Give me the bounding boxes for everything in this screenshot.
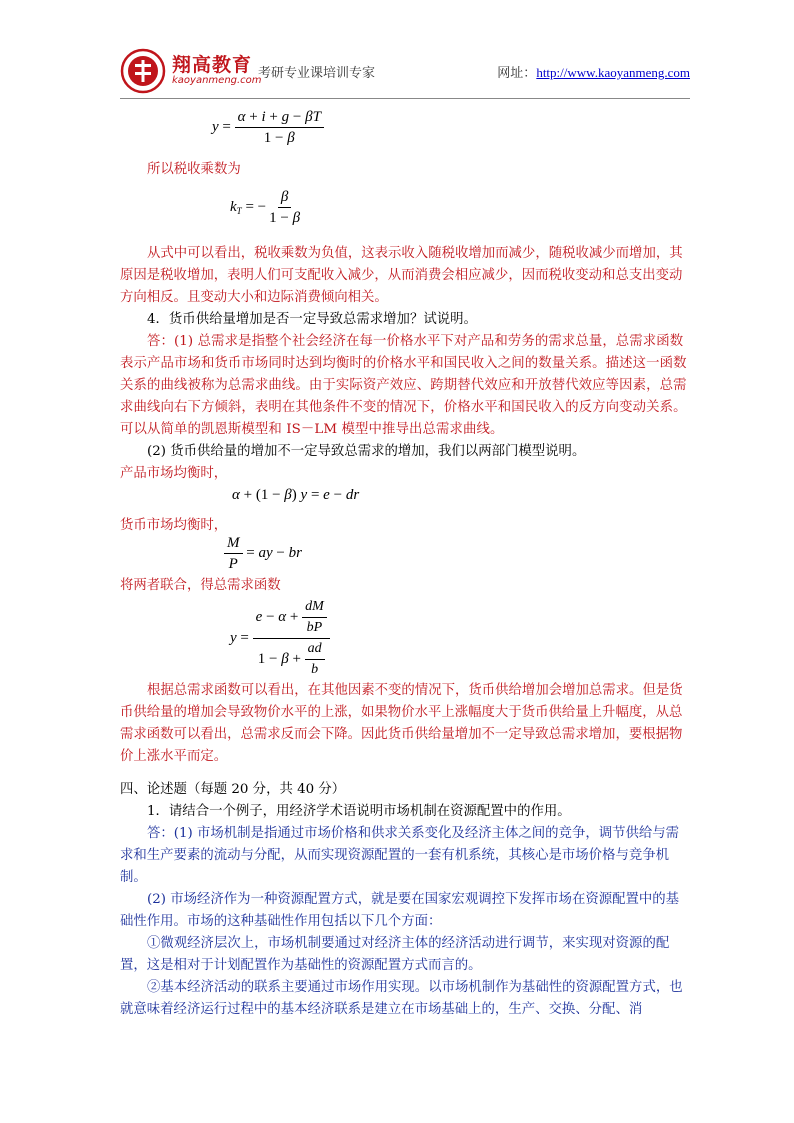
paragraph: (2) 市场经济作为一种资源配置方式，就是要在国家宏观调控下发挥市场在资源配置中的基础性作用。市场的这种基础性作用包括以下几个方面：	[120, 892, 680, 929]
paragraph: 货币市场均衡时，	[120, 518, 228, 533]
formula-tax-multiplier: $k_T$ = − $\frac{\beta}{1 - \beta}$	[230, 189, 301, 226]
section-heading: 四、论述题（每题 20 分，共 40 分）	[120, 782, 346, 797]
paragraph: 根据总需求函数可以看出，在其他因素不变的情况下，货币供给增加会增加总需求。但是货币供给量的增加会导致物价水平的上涨，如果物价水平上涨幅度大于货币供给量上升幅度，从总需求函数可以看出，总需求反而会下降。因此货币供给量增加不一定导致总需求增加，要根据物价上涨水平而定。	[120, 683, 683, 764]
formula-income: y = $\frac{\alpha + i + g - \beta T}{1 - \beta}$	[212, 108, 324, 147]
paragraph: (2) 货币供给量的增加不一定导致总需求的增加，我们以两部门模型说明。	[147, 444, 586, 459]
paragraph: 答：(1) 市场机制是指通过市场价格和供求关系变化及经济主体之间的竞争，调节供给与需求和生产要素的流动与分配，从而实现资源配置的一套有机系统，其核心是市场价格与竞争机制。	[120, 826, 680, 885]
url-link[interactable]: http://www.kaoyanmeng.com	[536, 65, 690, 80]
header-divider	[120, 98, 690, 99]
site-url	[497, 62, 690, 81]
paragraph: 产品市场均衡时，	[120, 466, 228, 481]
paragraph: 所以税收乘数为	[147, 162, 241, 177]
question-heading: 1．请结合一个例子，用经济学术语说明市场机制在资源配置中的作用。	[147, 804, 571, 819]
paragraph: 答：(1) 总需求是指整个社会经济在每一价格水平下对产品和劳务的需求总量，总需求函数表示产品市场和货币市场同时达到均衡时的价格水平和国民收入之间的数量关系。描述这一函数关系的曲线被称为总需求曲线。由于实际资产效应、跨期替代效应和开放替代效应等因素，总需求曲线向右下方倾斜，表明在其他条件不变的情况下，价格水平和国民收入的反方向变动关系。可以从简单的凯恩斯模型和 IS－LM 模型中推导出总需求曲线。	[120, 334, 687, 437]
formula-money-market: $\frac{M}{P}$ = ay − br	[224, 534, 302, 573]
tagline: 考研专业课培训专家	[258, 66, 376, 81]
paragraph: 从式中可以看出，税收乘数为负值，这表示收入随税收增加而减少，随税收减少而增加，其原因是税收增加，表明人们可支配收入减少，从而消费会相应减少，因而税收变动和总支出变动方向相反。且变动大小和边际消费倾向相关。	[120, 246, 683, 305]
page-header	[120, 48, 690, 98]
logo-domain: kaoyanmeng.com	[172, 75, 262, 86]
paragraph: 将两者联合，得总需求函数	[120, 578, 281, 593]
paragraph: ②基本经济活动的联系主要通过市场作用实现。以市场机制作为基础性的资源配置方式，也就意味着经济运行过程中的基本经济联系是建立在市场基础上的，生产、交换、分配、消	[120, 980, 683, 1017]
logo-name: 翔高教育	[172, 54, 253, 76]
url-label: 网址：	[497, 66, 537, 81]
formula-goods-market: α + (1 − β) y = e − dr	[232, 487, 360, 503]
formula-aggregate-demand: y = e − α + $\frac{dM}{bP}$ 1 − β + $\frac{ad}{b}$	[230, 598, 330, 679]
question-heading: 4．货币供给量增加是否一定导致总需求增加？试说明。	[147, 312, 477, 327]
seal-icon	[120, 48, 166, 94]
paragraph: ①微观经济层次上，市场机制要通过对经济主体的经济活动进行调节，来实现对资源的配置，这是相对于计划配置作为基础性的资源配置方式而言的。	[120, 936, 670, 973]
